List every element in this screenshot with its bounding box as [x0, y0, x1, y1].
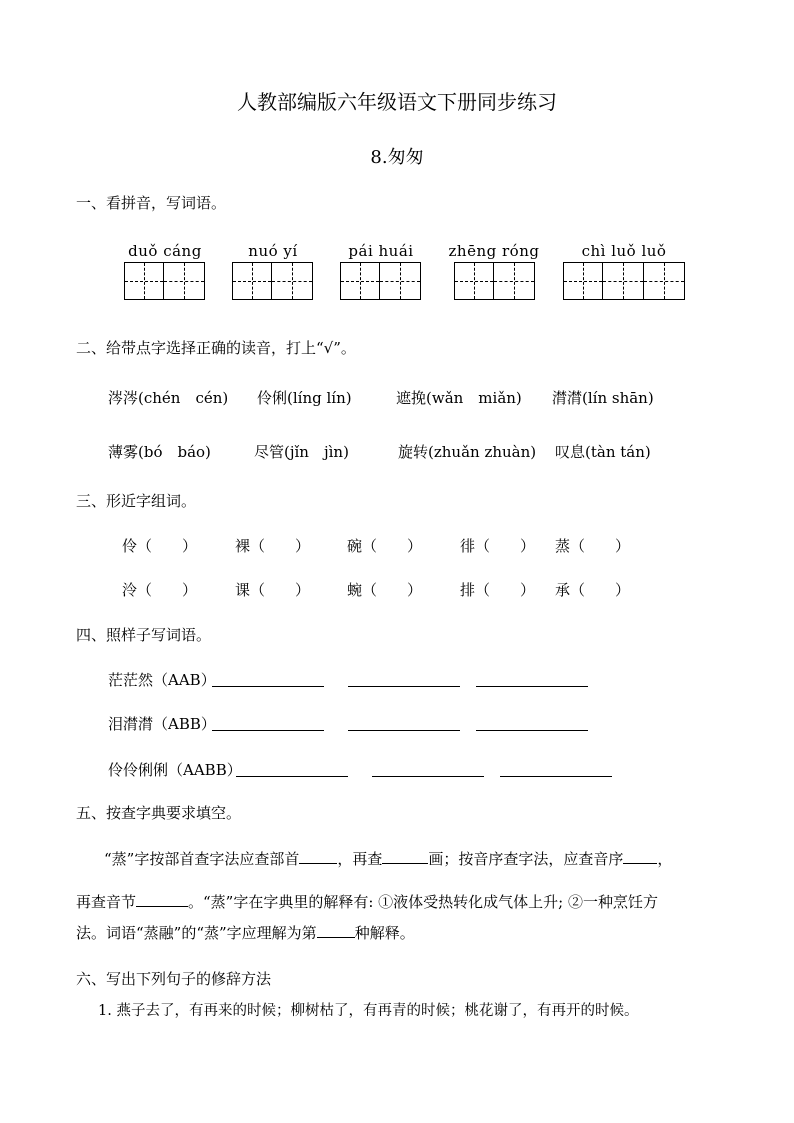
writing-box[interactable]	[380, 262, 421, 300]
writing-box[interactable]	[340, 262, 380, 300]
lesson-title: 8.匆匆	[370, 147, 424, 168]
answer-line[interactable]	[372, 776, 484, 777]
answer-blank[interactable]	[299, 849, 337, 864]
section-5-heading: 五、按查字典要求填空。	[76, 804, 242, 822]
rhetoric-sentence-1: 1. 燕子去了，有再来的时候；柳树枯了，有再青的时候；桃花谢了，有再开的时候。	[98, 1003, 639, 1019]
pattern-label-aab: 茫茫然（AAB）	[108, 671, 216, 689]
section-1-heading: 一、看拼音，写词语。	[76, 194, 227, 212]
pinyin-2: nuó yí	[248, 242, 298, 260]
answer-line[interactable]	[476, 730, 588, 731]
writing-box[interactable]	[494, 262, 535, 300]
word-building-blank[interactable]: 课（ ）	[235, 581, 311, 599]
answer-blank[interactable]	[623, 849, 657, 864]
word-building-blank[interactable]: 碗（ ）	[347, 537, 423, 555]
writing-box[interactable]	[644, 262, 685, 300]
word-building-blank[interactable]: 蒸（ ）	[555, 537, 631, 555]
word-building-blank[interactable]: 蜿（ ）	[347, 581, 423, 599]
word-building-blank[interactable]: 裸（ ）	[235, 537, 311, 555]
dictionary-text: 再查音节	[76, 893, 137, 911]
writing-box[interactable]	[563, 262, 603, 300]
pinyin-1: duǒ cáng	[128, 242, 202, 260]
answer-blank[interactable]	[382, 849, 428, 864]
pattern-label-aabb: 伶伶俐俐（AABB）	[108, 761, 242, 779]
dictionary-text: 法。词语“蒸融”的“蒸”字应理解为第	[76, 924, 317, 942]
answer-line[interactable]	[212, 686, 324, 687]
writing-grid-4[interactable]	[454, 262, 535, 300]
writing-grid-2[interactable]	[232, 262, 313, 300]
dictionary-text: 种解释。	[354, 924, 415, 942]
pronunciation-choice[interactable]: 尽管(jǐn jìn)	[254, 443, 349, 461]
pronunciation-choice[interactable]: 涔涔(chén cén)	[108, 389, 229, 407]
pronunciation-choice[interactable]: 潸潸(lín shān)	[552, 389, 654, 407]
word-building-blank[interactable]: 泠（ ）	[122, 581, 198, 599]
answer-line[interactable]	[348, 730, 460, 731]
pinyin-5: chì luǒ luǒ	[581, 242, 667, 260]
answer-line[interactable]	[476, 686, 588, 687]
word-building-blank[interactable]: 伶（ ）	[122, 537, 198, 555]
answer-line[interactable]	[500, 776, 612, 777]
pronunciation-choice[interactable]: 遮挽(wǎn miǎn)	[396, 389, 522, 407]
pattern-label-abb: 泪潸潸（ABB）	[108, 715, 216, 733]
word-building-blank[interactable]: 排（ ）	[460, 581, 536, 599]
pinyin-3: pái huái	[348, 242, 414, 260]
writing-box[interactable]	[603, 262, 644, 300]
word-building-blank[interactable]: 承（ ）	[555, 581, 631, 599]
page-title: 人教部编版六年级语文下册同步练习	[237, 90, 557, 114]
writing-grid-5[interactable]	[563, 262, 685, 300]
dictionary-text: 。“蒸”字在字典里的解释有: ①液体受热转化成气体上升; ②一种烹饪方	[188, 893, 658, 911]
answer-line[interactable]	[348, 686, 460, 687]
pronunciation-choice[interactable]: 叹息(tàn tán)	[555, 443, 651, 461]
dictionary-text: “蒸”字按部首查字法应查部首	[104, 850, 300, 868]
section-3-heading: 三、形近字组词。	[76, 492, 197, 510]
answer-line[interactable]	[236, 776, 348, 777]
dictionary-text: 画；按音序查字法，应查音序	[428, 850, 624, 868]
dictionary-line-3	[76, 922, 415, 943]
word-building-blank[interactable]: 徘（ ）	[460, 537, 536, 555]
writing-box[interactable]	[124, 262, 164, 300]
section-2-heading: 二、给带点字选择正确的读音，打上“√”。	[76, 339, 356, 357]
pronunciation-choice[interactable]: 薄雾(bó báo)	[108, 443, 211, 461]
section-4-heading: 四、照样子写词语。	[76, 626, 212, 644]
dictionary-text: ，再查	[337, 850, 383, 868]
dictionary-line-2	[76, 891, 658, 912]
dictionary-text: ，	[657, 850, 673, 868]
pronunciation-choice[interactable]: 伶俐(líng lín)	[257, 389, 352, 407]
writing-box[interactable]	[272, 262, 313, 300]
writing-box[interactable]	[232, 262, 272, 300]
writing-box[interactable]	[454, 262, 494, 300]
answer-blank[interactable]	[136, 892, 188, 907]
answer-line[interactable]	[212, 730, 324, 731]
writing-grid-1[interactable]	[124, 262, 205, 300]
pinyin-4: zhēng róng	[448, 242, 540, 260]
dictionary-line-1	[104, 848, 672, 869]
answer-blank[interactable]	[317, 923, 355, 938]
pronunciation-choice[interactable]: 旋转(zhuǎn zhuàn)	[398, 443, 537, 461]
section-6-heading: 六、写出下列句子的修辞方法	[76, 970, 272, 988]
writing-grid-3[interactable]	[340, 262, 421, 300]
writing-box[interactable]	[164, 262, 205, 300]
